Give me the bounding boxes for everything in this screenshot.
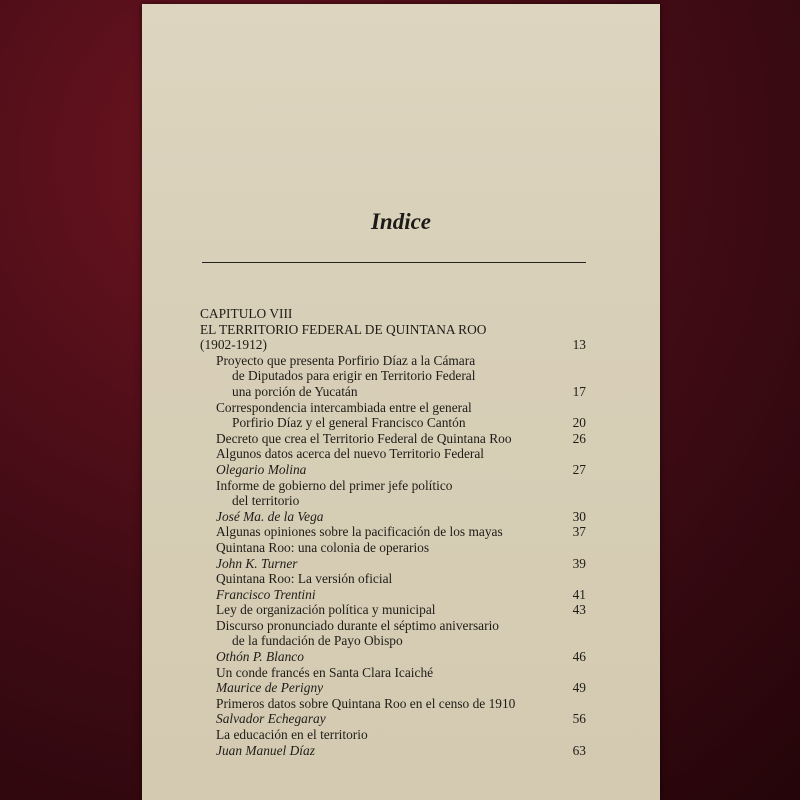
toc-entry <box>200 665 586 696</box>
toc-entry <box>200 618 586 665</box>
page-number: 30 <box>572 508 586 524</box>
page-number: 13 <box>572 337 586 353</box>
entry-title-line: Discurso pronunciado durante el séptimo aniversario <box>216 617 499 633</box>
toc-entry <box>200 478 586 525</box>
entry-author: Olegario Molina <box>216 461 307 477</box>
entry-title-line: Correspondencia intercambiada entre el general <box>216 399 472 415</box>
entry-author: Othón P. Blanco <box>216 649 304 665</box>
entry-title-line: Un conde francés en Santa Clara Icaiché <box>216 664 434 680</box>
page-number: 37 <box>572 524 586 540</box>
book-page <box>142 4 660 800</box>
entry-author: Salvador Echegaray <box>216 711 326 727</box>
toc-entry <box>200 446 586 477</box>
toc-entry <box>200 524 586 540</box>
toc-entry <box>200 431 586 447</box>
entry-author: Francisco Trentini <box>216 586 316 602</box>
chapter-title: EL TERRITORIO FEDERAL DE QUINTANA ROO <box>200 321 487 337</box>
toc-entry <box>200 400 586 431</box>
entry-title-line: La educación en el territorio <box>216 727 368 743</box>
entry-title-line: Quintana Roo: una colonia de operarios <box>216 539 430 555</box>
entry-author: Maurice de Perigny <box>216 680 324 696</box>
entry-title-line: de la fundación de Payo Obispo <box>232 633 403 649</box>
title-rule <box>202 262 586 263</box>
entry-title-line: Algunas opiniones sobre la pacificación de los mayas <box>216 524 503 540</box>
page-number: 27 <box>572 461 586 477</box>
entry-title-line: Algunos datos acerca del nuevo Territorio Federal <box>216 446 485 462</box>
entry-author: Juan Manuel Díaz <box>216 742 315 758</box>
entry-title-line: Ley de organización política y municipal <box>216 602 436 618</box>
page-title: Indice <box>370 209 432 234</box>
page-number: 39 <box>572 555 586 571</box>
entry-title-line: del territorio <box>232 493 300 509</box>
chapter-dates: (1902-1912) <box>200 337 267 353</box>
entry-author: José Ma. de la Vega <box>216 508 324 524</box>
entry-title-line: Proyecto que presenta Porfirio Díaz a la Cámara <box>216 352 476 368</box>
page-number: 41 <box>572 586 586 602</box>
entry-title-line: Decreto que crea el Territorio Federal de Quintana Roo <box>216 430 512 446</box>
toc-entry <box>200 696 586 727</box>
entry-title-line: una porción de Yucatán <box>232 383 358 399</box>
page-number: 43 <box>572 602 586 618</box>
page-number: 20 <box>572 415 586 431</box>
chapter-heading <box>200 306 586 353</box>
entry-title-line: Informe de gobierno del primer jefe político <box>216 477 453 493</box>
entry-author: John K. Turner <box>216 555 298 571</box>
page-number: 26 <box>572 430 586 446</box>
page-number: 49 <box>572 680 586 696</box>
entry-title-line: Primeros datos sobre Quintana Roo en el censo de 1910 <box>216 695 516 711</box>
entry-title-line: de Diputados para erigir en Territorio Federal <box>232 368 476 384</box>
toc-entry <box>200 540 586 571</box>
toc-entry <box>200 602 586 618</box>
entry-title-line: Porfirio Díaz y el general Francisco Cantón <box>232 415 466 431</box>
toc-entry <box>200 571 586 602</box>
table-of-contents <box>200 306 586 758</box>
toc-entry <box>200 353 586 400</box>
chapter-label: CAPITULO VIII <box>200 306 293 321</box>
page-number: 56 <box>572 711 586 727</box>
page-number: 46 <box>572 649 586 665</box>
entry-title-line: Quintana Roo: La versión oficial <box>216 571 393 587</box>
page-number: 17 <box>572 383 586 399</box>
toc-entry <box>200 727 586 758</box>
page-number: 63 <box>572 742 586 758</box>
